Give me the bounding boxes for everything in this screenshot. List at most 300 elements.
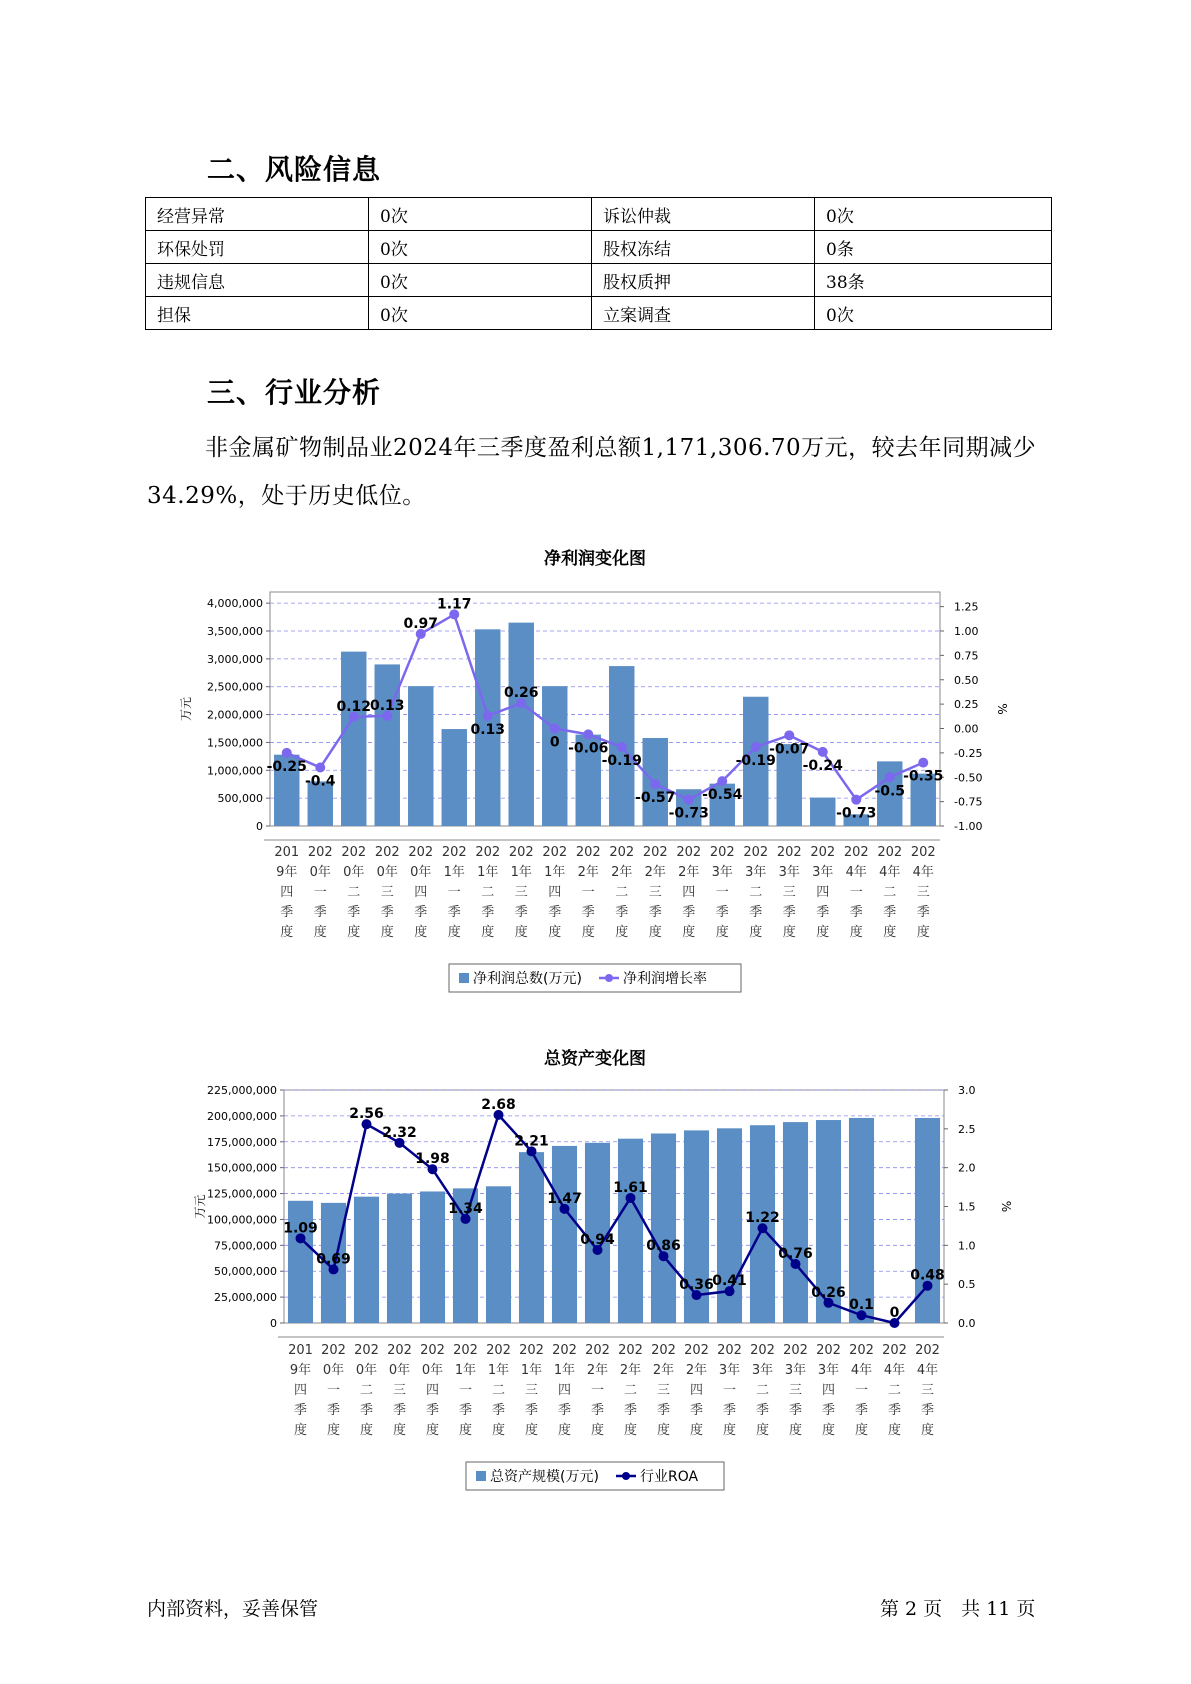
- bar: [354, 1197, 379, 1323]
- x-tick-label: 一: [313, 885, 327, 900]
- bar: [341, 652, 366, 826]
- data-label: 0.12: [336, 698, 372, 715]
- x-tick-label: 202: [618, 1343, 643, 1358]
- line-point: [918, 758, 928, 768]
- x-tick-label: 二: [883, 885, 897, 900]
- x-tick-label: 一: [458, 1383, 473, 1398]
- x-tick-label: 度: [581, 925, 595, 940]
- section-title-industry: 三、行业分析: [207, 376, 382, 409]
- data-label: 0.26: [811, 1284, 846, 1301]
- chart-title: 总资产变化图: [544, 1049, 646, 1069]
- x-tick-label: 一: [715, 885, 729, 900]
- x-tick-label: 度: [821, 1423, 836, 1438]
- data-label: -0.5: [874, 783, 906, 800]
- line-point: [483, 711, 493, 721]
- table-cell: 股权质押: [592, 264, 815, 297]
- x-tick-label: 度: [590, 1423, 605, 1438]
- x-tick-label: 三: [656, 1383, 671, 1398]
- table-cell: 0次: [369, 198, 592, 231]
- x-tick-label: 季: [380, 905, 394, 920]
- bar: [509, 623, 534, 826]
- data-label: -0.06: [568, 740, 609, 757]
- y-tick-label: 0: [256, 820, 263, 833]
- x-tick-label: 2年: [678, 865, 700, 880]
- y-tick-label: 50,000,000: [214, 1265, 277, 1279]
- x-tick-label: 季: [849, 905, 863, 920]
- x-tick-label: 2年: [577, 865, 599, 880]
- data-label: 1.34: [448, 1200, 483, 1217]
- x-tick-label: 1年: [454, 1363, 477, 1378]
- x-tick-label: 0年: [410, 865, 432, 880]
- x-tick-label: 度: [849, 925, 863, 940]
- x-tick-label: 202: [810, 845, 836, 860]
- x-tick-label: 二: [755, 1383, 770, 1398]
- x-tick-label: 4年: [850, 1363, 873, 1378]
- x-tick-label: 三: [514, 885, 528, 900]
- x-tick-label: 202: [508, 845, 534, 860]
- x-tick-label: 202: [877, 845, 903, 860]
- legend-bar-label: 净利润总数(万元): [473, 971, 582, 987]
- data-label: 0.36: [679, 1277, 714, 1294]
- x-tick-label: 2年: [611, 865, 633, 880]
- data-label: -0.4: [304, 773, 336, 790]
- x-tick-label: 季: [689, 1403, 704, 1418]
- x-tick-label: 202: [575, 845, 601, 860]
- y2-tick-label: -0.50: [954, 771, 983, 785]
- data-label: -0.57: [635, 790, 676, 807]
- x-tick-label: 202: [910, 845, 936, 860]
- y-tick-label: 175,000,000: [207, 1135, 277, 1149]
- x-tick-label: 度: [392, 1423, 407, 1438]
- line-point: [885, 772, 895, 782]
- x-tick-label: 季: [447, 905, 461, 920]
- x-tick-label: 一: [326, 1383, 341, 1398]
- x-tick-label: 四: [821, 1383, 836, 1398]
- data-label: 1.98: [415, 1151, 450, 1168]
- x-tick-label: 一: [581, 885, 595, 900]
- x-tick-label: 三: [916, 885, 930, 900]
- y2-axis-label: %: [995, 703, 1009, 715]
- y-tick-label: 2,500,000: [207, 680, 263, 694]
- x-tick-label: 季: [414, 905, 428, 920]
- x-tick-label: 四: [682, 885, 696, 900]
- x-tick-label: 1年: [520, 1363, 543, 1378]
- data-label: 0.48: [910, 1267, 945, 1284]
- x-tick-label: 202: [307, 845, 333, 860]
- x-tick-label: 202: [882, 1343, 907, 1358]
- x-tick-label: 二: [615, 885, 629, 900]
- legend-bar-swatch: [459, 973, 469, 983]
- x-tick-label: 季: [615, 905, 629, 920]
- bar: [387, 1194, 412, 1323]
- x-tick-label: 度: [623, 1423, 638, 1438]
- x-tick-label: 3年: [784, 1363, 807, 1378]
- data-label: 1.61: [613, 1179, 648, 1196]
- x-tick-label: 四: [293, 1383, 308, 1398]
- x-tick-label: 季: [648, 905, 662, 920]
- x-tick-label: 四: [548, 885, 562, 900]
- x-tick-label: 度: [548, 925, 562, 940]
- y2-tick-label: 3.0: [958, 1084, 976, 1097]
- x-tick-label: 202: [475, 845, 501, 860]
- data-label: 0.69: [316, 1251, 351, 1268]
- data-label: 2.56: [349, 1106, 384, 1123]
- x-tick-label: 0年: [322, 1363, 345, 1378]
- bar: [783, 1122, 808, 1323]
- x-tick-label: 4年: [883, 1363, 906, 1378]
- data-label: -0.35: [903, 768, 944, 785]
- x-tick-label: 四: [425, 1383, 440, 1398]
- x-tick-label: 202: [684, 1343, 709, 1358]
- y-tick-label: 100,000,000: [207, 1213, 277, 1227]
- x-tick-label: 季: [887, 1403, 902, 1418]
- x-tick-label: 度: [524, 1423, 539, 1438]
- x-tick-label: 季: [883, 905, 897, 920]
- x-tick-label: 202: [441, 845, 467, 860]
- table-cell: 0条: [815, 231, 1052, 264]
- x-tick-label: 202: [743, 845, 769, 860]
- table-row: [146, 231, 1052, 264]
- x-tick-label: 季: [392, 1403, 407, 1418]
- x-tick-label: 0年: [355, 1363, 378, 1378]
- legend-line-label: 净利润增长率: [623, 971, 707, 987]
- bar: [375, 664, 400, 826]
- risk-info-table: [145, 197, 1052, 330]
- data-label: -0.19: [601, 753, 642, 770]
- table-cell: 股权冻结: [592, 231, 815, 264]
- x-tick-label: 3年: [812, 865, 834, 880]
- line-point: [818, 747, 828, 757]
- y2-tick-label: -1.00: [954, 820, 983, 833]
- data-label: 0.86: [646, 1238, 681, 1255]
- x-tick-label: 度: [491, 1423, 506, 1438]
- x-tick-label: 季: [590, 1403, 605, 1418]
- data-label: 1.22: [745, 1210, 780, 1227]
- x-tick-label: 二: [749, 885, 763, 900]
- bar: [486, 1186, 511, 1323]
- y2-tick-label: 1.00: [954, 625, 979, 638]
- x-tick-label: 二: [887, 1383, 902, 1398]
- x-tick-label: 四: [689, 1383, 704, 1398]
- x-tick-label: 202: [542, 845, 568, 860]
- x-tick-label: 202: [609, 845, 635, 860]
- x-tick-label: 2年: [685, 1363, 708, 1378]
- x-tick-label: 一: [447, 885, 461, 900]
- x-tick-label: 度: [715, 925, 729, 940]
- y2-tick-label: 1.5: [958, 1200, 976, 1214]
- y-tick-label: 125,000,000: [207, 1187, 277, 1201]
- data-label: 1.47: [547, 1190, 582, 1207]
- x-tick-label: 季: [481, 905, 495, 920]
- y2-tick-label: 0.0: [958, 1317, 976, 1330]
- x-tick-label: 202: [776, 845, 802, 860]
- y-axis-label: 万元: [193, 1194, 207, 1219]
- y-tick-label: 225,000,000: [207, 1084, 277, 1097]
- data-label: 0.13: [369, 697, 405, 714]
- x-tick-label: 一: [854, 1383, 869, 1398]
- data-label: 1.09: [283, 1220, 318, 1237]
- y2-tick-label: 2.0: [958, 1161, 976, 1175]
- x-tick-label: 1年: [553, 1363, 576, 1378]
- x-tick-label: 三: [782, 885, 796, 900]
- x-tick-label: 度: [788, 1423, 803, 1438]
- x-tick-label: 1年: [487, 1363, 510, 1378]
- x-tick-label: 三: [380, 885, 394, 900]
- x-tick-label: 四: [280, 885, 294, 900]
- x-tick-label: 季: [326, 1403, 341, 1418]
- x-tick-label: 二: [623, 1383, 638, 1398]
- x-tick-label: 202: [453, 1343, 478, 1358]
- bar: [408, 686, 433, 826]
- x-tick-label: 季: [821, 1403, 836, 1418]
- x-tick-label: 0年: [376, 865, 398, 880]
- x-tick-label: 202: [651, 1343, 676, 1358]
- y-tick-label: 25,000,000: [214, 1291, 277, 1305]
- x-tick-label: 二: [359, 1383, 374, 1398]
- x-tick-label: 202: [709, 845, 735, 860]
- x-tick-label: 1年: [477, 865, 499, 880]
- x-tick-label: 1年: [544, 865, 566, 880]
- x-tick-label: 202: [408, 845, 434, 860]
- x-tick-label: 0年: [421, 1363, 444, 1378]
- x-tick-label: 度: [883, 925, 897, 940]
- bar: [915, 1118, 940, 1323]
- bar: [442, 729, 467, 826]
- x-tick-label: 2年: [644, 865, 666, 880]
- data-label: -0.07: [769, 741, 810, 758]
- x-tick-label: 季: [916, 905, 930, 920]
- x-tick-label: 季: [755, 1403, 770, 1418]
- x-tick-label: 度: [359, 1423, 374, 1438]
- x-tick-label: 202: [486, 1343, 511, 1358]
- y-tick-label: 4,000,000: [207, 597, 263, 611]
- x-tick-label: 202: [387, 1343, 412, 1358]
- data-label: 0: [889, 1305, 900, 1321]
- x-tick-label: 度: [816, 925, 830, 940]
- x-tick-label: 二: [491, 1383, 506, 1398]
- y-tick-label: 3,500,000: [207, 625, 263, 638]
- x-tick-label: 3年: [817, 1363, 840, 1378]
- x-tick-label: 度: [615, 925, 629, 940]
- x-tick-label: 2年: [652, 1363, 675, 1378]
- x-tick-label: 202: [915, 1343, 940, 1358]
- x-tick-label: 季: [749, 905, 763, 920]
- y2-axis-label: %: [999, 1200, 1013, 1213]
- line-point: [617, 742, 627, 752]
- x-tick-label: 一: [590, 1383, 605, 1398]
- data-label: 0: [549, 734, 560, 751]
- bar: [810, 798, 835, 826]
- x-tick-label: 季: [682, 905, 696, 920]
- y-tick-label: 1,500,000: [207, 736, 263, 750]
- table-row: [146, 264, 1052, 297]
- x-tick-label: 度: [326, 1423, 341, 1438]
- table-cell: 0次: [815, 198, 1052, 231]
- x-tick-label: 一: [722, 1383, 737, 1398]
- x-tick-label: 季: [280, 905, 294, 920]
- data-label: -0.73: [836, 805, 877, 822]
- x-tick-label: 202: [750, 1343, 775, 1358]
- data-label: 2.68: [481, 1096, 516, 1113]
- table-cell: 诉讼仲裁: [592, 198, 815, 231]
- x-tick-label: 度: [656, 1423, 671, 1438]
- x-tick-label: 季: [491, 1403, 506, 1418]
- x-tick-label: 2年: [619, 1363, 642, 1378]
- x-tick-label: 度: [887, 1423, 902, 1438]
- x-tick-label: 度: [425, 1423, 440, 1438]
- x-tick-label: 4年: [879, 865, 901, 880]
- data-label: -0.19: [735, 753, 776, 770]
- x-tick-label: 度: [347, 925, 361, 940]
- x-tick-label: 度: [414, 925, 428, 940]
- y-tick-label: 3,000,000: [207, 652, 263, 666]
- data-label: 1.17: [436, 596, 472, 613]
- x-tick-label: 度: [682, 925, 696, 940]
- chart-title: 净利润变化图: [544, 549, 646, 569]
- y2-tick-label: -0.75: [954, 795, 983, 809]
- x-tick-label: 季: [557, 1403, 572, 1418]
- data-label: -0.54: [702, 787, 743, 804]
- x-tick-label: 季: [359, 1403, 374, 1418]
- x-tick-label: 202: [783, 1343, 808, 1358]
- x-tick-label: 1年: [510, 865, 532, 880]
- data-label: 2.32: [382, 1124, 417, 1141]
- x-tick-label: 度: [782, 925, 796, 940]
- data-label: 0.41: [712, 1273, 747, 1290]
- x-tick-label: 202: [849, 1343, 874, 1358]
- x-tick-label: 季: [548, 905, 562, 920]
- x-tick-label: 季: [715, 905, 729, 920]
- x-tick-label: 度: [755, 1423, 770, 1438]
- table-cell: 38条: [815, 264, 1052, 297]
- line-point: [583, 729, 593, 739]
- x-tick-label: 201: [274, 845, 300, 860]
- data-label: -0.25: [266, 758, 307, 775]
- x-tick-label: 4年: [916, 1363, 939, 1378]
- x-tick-label: 202: [321, 1343, 346, 1358]
- x-tick-label: 3年: [751, 1363, 774, 1378]
- x-tick-label: 0年: [388, 1363, 411, 1378]
- y2-tick-label: 0.50: [954, 673, 979, 687]
- x-tick-label: 202: [843, 845, 869, 860]
- line-point: [550, 724, 560, 734]
- x-tick-label: 三: [524, 1383, 539, 1398]
- x-tick-label: 四: [557, 1383, 572, 1398]
- legend-bar-label: 总资产规模(万元): [490, 1469, 599, 1485]
- x-tick-label: 201: [288, 1343, 313, 1358]
- bar: [420, 1191, 445, 1323]
- x-tick-label: 季: [458, 1403, 473, 1418]
- y2-tick-label: 0.75: [954, 649, 979, 663]
- x-tick-label: 202: [676, 845, 702, 860]
- x-tick-label: 度: [749, 925, 763, 940]
- data-label: 0.76: [778, 1245, 813, 1262]
- table-cell: 0次: [369, 264, 592, 297]
- x-tick-label: 度: [380, 925, 394, 940]
- x-tick-label: 0年: [343, 865, 365, 880]
- x-tick-label: 度: [447, 925, 461, 940]
- x-tick-label: 202: [341, 845, 367, 860]
- y2-tick-label: 1.25: [954, 600, 979, 614]
- x-tick-label: 二: [347, 885, 361, 900]
- y2-tick-label: 0.25: [954, 698, 979, 712]
- x-tick-label: 202: [519, 1343, 544, 1358]
- data-label: 2.21: [514, 1133, 549, 1150]
- x-tick-label: 度: [648, 925, 662, 940]
- table-row: [146, 297, 1052, 330]
- x-tick-label: 4年: [912, 865, 934, 880]
- y-tick-label: 0: [270, 1317, 277, 1330]
- bar: [552, 1146, 577, 1323]
- x-tick-label: 202: [816, 1343, 841, 1358]
- line-point: [784, 730, 794, 740]
- y-tick-label: 200,000,000: [207, 1109, 277, 1123]
- bar: [519, 1152, 544, 1323]
- x-tick-label: 季: [816, 905, 830, 920]
- table-cell: 环保处罚: [146, 231, 369, 264]
- x-tick-label: 季: [854, 1403, 869, 1418]
- data-label: 0.1: [849, 1297, 874, 1314]
- y-tick-label: 150,000,000: [207, 1161, 277, 1175]
- industry-summary-paragraph: 非金属矿物制品业2024年三季度盈利总额1,171,306.70万元，较去年同期减少34.29%，处于历史低位。: [147, 435, 1037, 509]
- x-tick-label: 四: [414, 885, 428, 900]
- table-cell: 0次: [369, 231, 592, 264]
- line-point: [851, 795, 861, 805]
- x-tick-label: 202: [354, 1343, 379, 1358]
- x-tick-label: 季: [514, 905, 528, 920]
- x-tick-label: 度: [557, 1423, 572, 1438]
- legend-line-marker: [605, 974, 613, 982]
- x-tick-label: 3年: [711, 865, 733, 880]
- x-tick-label: 度: [689, 1423, 704, 1438]
- x-tick-label: 3年: [745, 865, 767, 880]
- table-cell: 立案调查: [592, 297, 815, 330]
- y-tick-label: 500,000: [217, 792, 263, 806]
- x-tick-label: 202: [642, 845, 668, 860]
- y-tick-label: 75,000,000: [214, 1239, 277, 1253]
- data-label: 0.97: [403, 615, 439, 632]
- y-tick-label: 2,000,000: [207, 708, 263, 722]
- x-tick-label: 三: [788, 1383, 803, 1398]
- x-tick-label: 季: [313, 905, 327, 920]
- line-point: [717, 776, 727, 786]
- x-tick-label: 度: [722, 1423, 737, 1438]
- x-tick-label: 度: [293, 1423, 308, 1438]
- line-point: [650, 779, 660, 789]
- x-tick-label: 三: [392, 1383, 407, 1398]
- x-tick-label: 季: [722, 1403, 737, 1418]
- data-label: -0.24: [802, 757, 843, 774]
- data-label: 0.94: [580, 1231, 615, 1248]
- x-tick-label: 季: [524, 1403, 539, 1418]
- x-tick-label: 度: [313, 925, 327, 940]
- x-tick-label: 季: [293, 1403, 308, 1418]
- data-label: 0.26: [503, 685, 539, 702]
- x-tick-label: 3年: [718, 1363, 741, 1378]
- y-axis-label: 万元: [179, 696, 193, 722]
- net-profit-chart: [0, 540, 1191, 1000]
- x-tick-label: 4年: [845, 865, 867, 880]
- line-point: [751, 742, 761, 752]
- x-tick-label: 度: [514, 925, 528, 940]
- x-tick-label: 1年: [443, 865, 465, 880]
- legend-bar-swatch: [476, 1471, 486, 1481]
- x-tick-label: 季: [920, 1403, 935, 1418]
- bar: [849, 1118, 874, 1323]
- x-tick-label: 9年: [289, 1363, 312, 1378]
- line-point: [282, 748, 292, 758]
- y2-tick-label: 0.5: [958, 1278, 976, 1292]
